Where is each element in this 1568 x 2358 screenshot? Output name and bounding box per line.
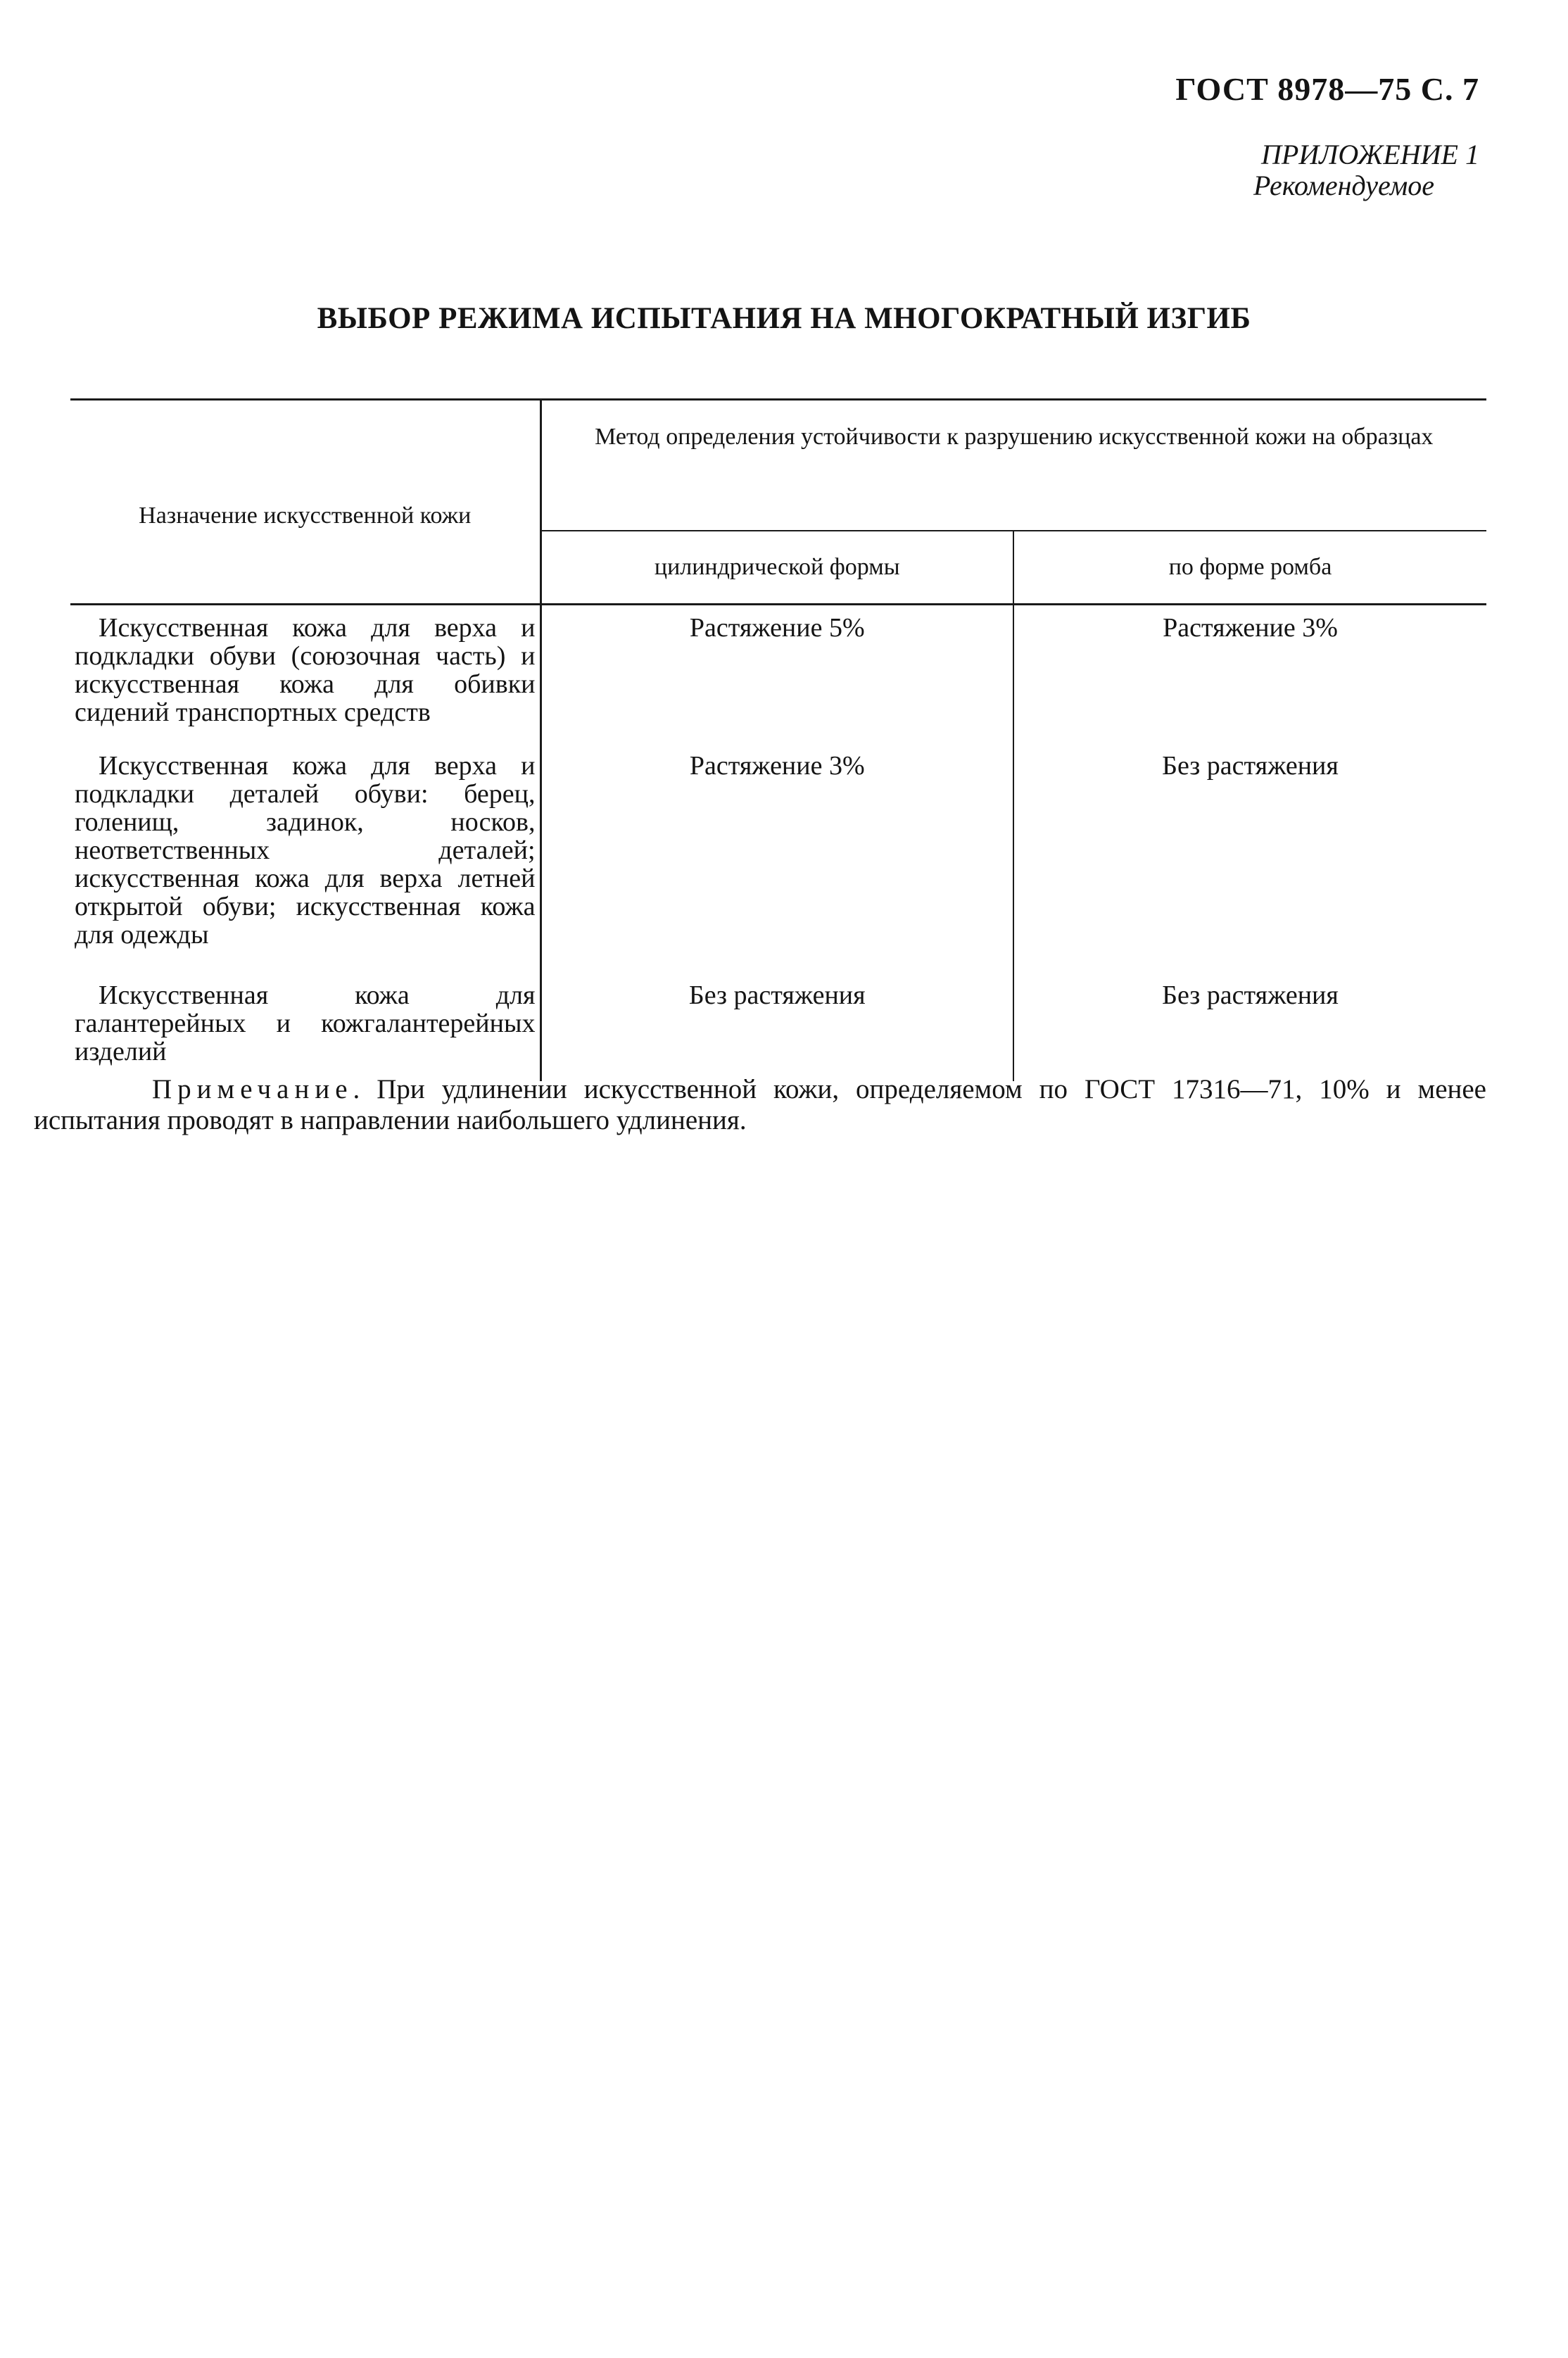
note-label: Примечание (152, 1074, 353, 1104)
cell-cylindrical: Растяжение 5% (540, 605, 1013, 737)
cell-rhombus: Без растяжения (1162, 751, 1339, 781)
cell-rhombus: Растяжение 3% (1163, 613, 1338, 643)
cell-purpose: Искусственная кожа для верха и подкладки деталей обуви: берец, голенищ, задинок, носков, неответственных деталей; искусственная кожа для верха летней открытой обуви; искусственная кожа для одежды (70, 736, 540, 966)
test-mode-table (70, 398, 1486, 1081)
table-header-row (70, 400, 1486, 531)
appendix-block (1253, 139, 1479, 201)
page-header: ГОСТ 8978—75 С. 7 (1175, 71, 1479, 107)
cell-rhombus: Без растяжения (1162, 981, 1339, 1010)
cell-purpose: Искусственная кожа для верха и подкладки обуви (союзочная часть) и искусственная кожа для обивки сидений транспортных средств (70, 605, 540, 737)
note-text: . При удлинении искусственной кожи, определяемом по ГОСТ 17316—71, 10% и менее испытания проводят в направлении наибольшего удлинения. (34, 1074, 1486, 1135)
header-purpose: Назначение искусственной кожи (70, 400, 540, 605)
header-method: Метод определения устойчивости к разрушению искусственной кожи на образцах (540, 400, 1486, 531)
header-rhombus: по форме ромба (1013, 531, 1486, 605)
header-cylindrical: цилиндрической формы (540, 531, 1013, 605)
note (34, 1074, 1486, 1136)
table-row (70, 605, 1486, 737)
cell-purpose: Искусственная кожа для галантерейных и кожгалантерейных изделий (70, 966, 540, 1081)
table-row (70, 736, 1486, 966)
cell-cylindrical: Без растяжения (540, 966, 1013, 1081)
document-title: ВЫБОР РЕЖИМА ИСПЫТАНИЯ НА МНОГОКРАТНЫЙ ИЗГИБ (317, 302, 1251, 335)
table-row (70, 966, 1486, 1081)
appendix-label: ПРИЛОЖЕНИЕ 1 (1261, 139, 1479, 170)
cell-cylindrical: Растяжение 3% (540, 736, 1013, 966)
table (70, 398, 1486, 1081)
appendix-status: Рекомендуемое (1253, 170, 1434, 201)
